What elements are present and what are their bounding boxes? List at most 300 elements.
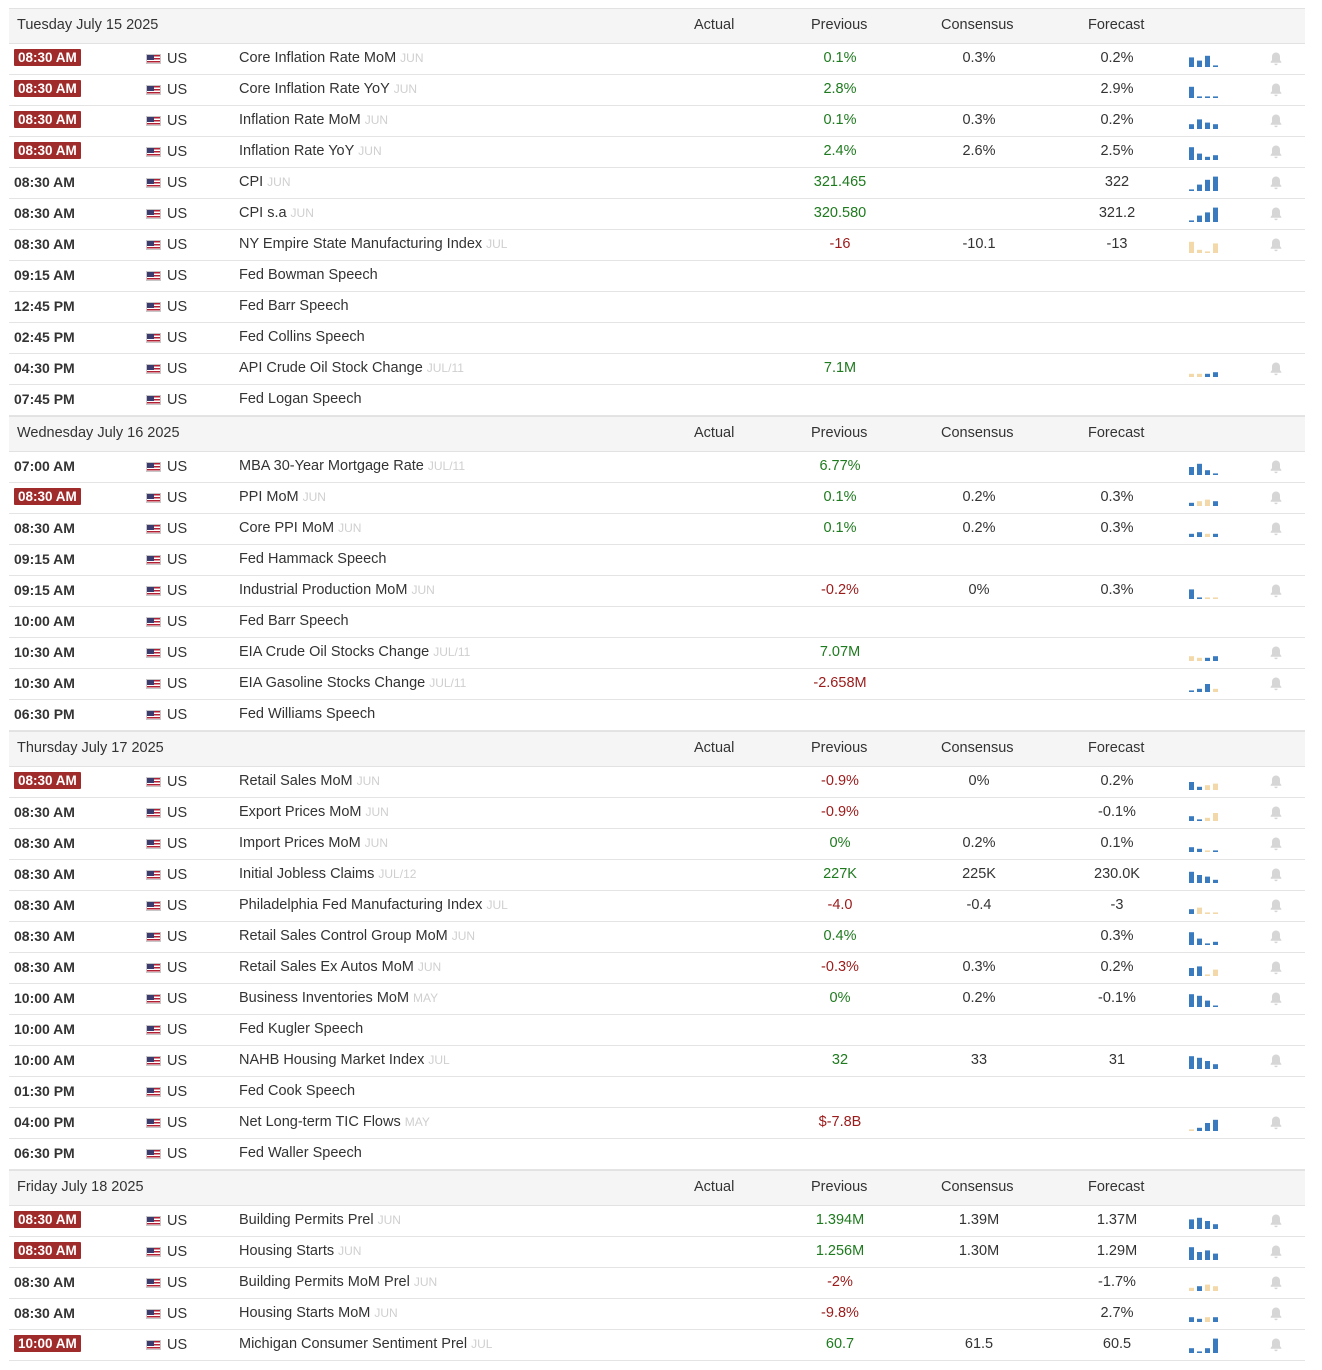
event-name-label[interactable]: NAHB Housing Market Index [239, 1052, 425, 1068]
event-name-label[interactable]: Fed Barr Speech [239, 298, 349, 314]
alert-bell-icon[interactable] [1268, 206, 1284, 222]
event-name-label[interactable]: Fed Bowman Speech [239, 267, 378, 283]
event-reference-period: JUN [364, 113, 389, 127]
sparkline-bar [1205, 1221, 1210, 1229]
event-name-label[interactable]: Fed Waller Speech [239, 1145, 362, 1161]
trend-sparkline[interactable] [1189, 520, 1221, 538]
day-header [9, 416, 1305, 452]
event-row[interactable] [9, 545, 1305, 576]
trend-sparkline[interactable] [1189, 205, 1221, 223]
trend-sparkline[interactable] [1189, 835, 1221, 853]
event-row[interactable] [9, 168, 1305, 199]
sparkline-bar [1189, 87, 1194, 98]
sparkline-bar [1197, 1218, 1202, 1229]
event-time: 08:30 AM [14, 520, 75, 536]
sparkline-bar [1205, 56, 1210, 67]
event-name[interactable] [239, 866, 416, 882]
event-row[interactable] [9, 607, 1305, 638]
trend-sparkline[interactable] [1189, 866, 1221, 884]
sparkline-bar [1189, 589, 1194, 599]
event-name[interactable] [239, 1145, 362, 1161]
country-code: US [167, 645, 188, 661]
event-row[interactable] [9, 767, 1305, 798]
event-row[interactable] [9, 199, 1305, 230]
event-reference-period: JUN [393, 82, 418, 96]
event-name-label[interactable]: Retail Sales MoM [239, 773, 353, 789]
country-code: US [167, 82, 188, 98]
sparkline-bar [1189, 656, 1194, 661]
trend-sparkline[interactable] [1189, 1114, 1221, 1132]
event-name[interactable] [239, 1243, 361, 1259]
previous-value: 0.1% [823, 112, 857, 128]
trend-sparkline[interactable] [1189, 928, 1221, 946]
event-row[interactable] [9, 1139, 1305, 1170]
event-name[interactable] [239, 360, 464, 376]
consensus-value: -0.4 [966, 897, 992, 913]
event-name-label[interactable]: Michigan Consumer Sentiment Prel [239, 1336, 468, 1352]
us-flag-icon [146, 1025, 161, 1035]
previous-value: -16 [829, 236, 851, 252]
forecast-value: 0.3% [1100, 928, 1134, 944]
event-name[interactable] [239, 959, 441, 975]
sparkline-bar [1189, 189, 1194, 191]
column-header-previous: Previous [811, 17, 868, 33]
consensus-value: 33 [970, 1052, 988, 1068]
event-name-label[interactable]: Fed Williams Speech [239, 706, 376, 722]
country-code: US [167, 268, 188, 284]
event-row[interactable] [9, 323, 1305, 354]
event-time: 10:00 AM [14, 1052, 75, 1068]
event-row[interactable] [9, 1237, 1305, 1268]
consensus-value: 0.2% [962, 835, 996, 851]
sparkline-bar [1205, 96, 1210, 98]
event-name-label[interactable]: PPI MoM [239, 489, 299, 505]
event-name-label[interactable]: Core Inflation Rate MoM [239, 50, 397, 66]
event-name[interactable] [239, 551, 386, 567]
sparkline-bar [1197, 96, 1202, 98]
event-row[interactable] [9, 452, 1305, 483]
event-name-label[interactable]: CPI [239, 174, 264, 190]
trend-sparkline[interactable] [1189, 236, 1221, 254]
alert-bell-icon[interactable] [1268, 1115, 1284, 1131]
event-name[interactable] [239, 613, 349, 629]
event-time: 09:15 AM [14, 267, 75, 283]
forecast-value: 0.2% [1100, 773, 1134, 789]
previous-value: -0.9% [821, 804, 859, 820]
event-name-label[interactable]: Fed Hammack Speech [239, 551, 387, 567]
event-name[interactable] [239, 773, 380, 789]
event-name-label[interactable]: Fed Collins Speech [239, 329, 365, 345]
event-name[interactable] [239, 804, 389, 820]
event-name-label[interactable]: Housing Starts [239, 1243, 335, 1259]
event-time: 08:30 AM [14, 236, 75, 252]
event-row[interactable] [9, 984, 1305, 1015]
country-code: US [167, 144, 188, 160]
trend-sparkline[interactable] [1189, 489, 1221, 507]
sparkline-bar [1197, 849, 1202, 852]
event-time: 10:30 AM [14, 675, 75, 691]
event-row[interactable] [9, 1108, 1305, 1139]
country-code: US [167, 113, 188, 129]
us-flag-icon [146, 1087, 161, 1097]
event-name-label[interactable]: Inflation Rate YoY [239, 143, 355, 159]
previous-value: -9.8% [821, 1305, 859, 1321]
trend-sparkline[interactable] [1189, 1212, 1221, 1230]
event-reference-period: JUL [486, 898, 508, 912]
us-flag-icon [146, 963, 161, 973]
event-row[interactable] [9, 230, 1305, 261]
alert-bell-icon[interactable] [1268, 175, 1284, 191]
day-header [9, 1170, 1305, 1206]
us-flag-icon [146, 586, 161, 596]
previous-value: -4.0 [827, 897, 853, 913]
event-row[interactable] [9, 829, 1305, 860]
event-reference-period: MAY [404, 1115, 430, 1129]
sparkline-bar [1205, 1250, 1210, 1260]
country-code: US [167, 361, 188, 377]
event-name[interactable] [239, 897, 508, 913]
event-row[interactable] [9, 860, 1305, 891]
event-name[interactable] [239, 391, 362, 407]
alert-bell-icon[interactable] [1268, 490, 1284, 506]
sparkline-bar [1197, 996, 1202, 1007]
alert-bell-icon[interactable] [1268, 1244, 1284, 1260]
event-row[interactable] [9, 798, 1305, 829]
trend-sparkline[interactable] [1189, 1305, 1221, 1323]
event-name[interactable] [239, 1021, 363, 1037]
event-row[interactable] [9, 638, 1305, 669]
event-name[interactable] [239, 1212, 401, 1228]
event-name-label[interactable]: Retail Sales Ex Autos MoM [239, 959, 414, 975]
forecast-value: 230.0K [1094, 866, 1140, 882]
trend-sparkline[interactable] [1189, 1274, 1221, 1292]
country-code: US [167, 898, 188, 914]
trend-sparkline[interactable] [1189, 675, 1221, 693]
sparkline-bar [1189, 534, 1194, 537]
sparkline-bar [1213, 1339, 1218, 1353]
sparkline-bar [1213, 970, 1218, 976]
sparkline-bar [1213, 208, 1218, 222]
country-code: US [167, 175, 188, 191]
event-row[interactable] [9, 1268, 1305, 1299]
alert-bell-icon[interactable] [1268, 82, 1284, 98]
event-name-label[interactable]: Fed Cook Speech [239, 1083, 356, 1099]
event-row[interactable] [9, 1015, 1305, 1046]
us-flag-icon [146, 1309, 161, 1319]
event-row[interactable] [9, 483, 1305, 514]
event-name[interactable] [239, 1083, 355, 1099]
event-row[interactable] [9, 953, 1305, 984]
alert-bell-icon[interactable] [1268, 459, 1284, 475]
column-header-actual: Actual [694, 425, 735, 441]
trend-sparkline[interactable] [1189, 458, 1221, 476]
sparkline-bar [1197, 61, 1202, 67]
event-name[interactable] [239, 835, 388, 851]
event-reference-period: JUL/11 [433, 645, 471, 659]
alert-bell-icon[interactable] [1268, 991, 1284, 1007]
day-date: Tuesday July 15 2025 [17, 17, 159, 33]
sparkline-bar [1205, 500, 1210, 506]
alert-bell-icon[interactable] [1268, 1337, 1284, 1353]
event-name[interactable] [239, 174, 291, 190]
event-time: 08:30 AM [14, 959, 75, 975]
previous-value: 0% [829, 835, 851, 851]
sparkline-bar [1197, 819, 1202, 821]
sparkline-bar [1197, 966, 1202, 976]
event-name-label[interactable]: Import Prices MoM [239, 835, 361, 851]
sparkline-bar [1213, 942, 1218, 945]
alert-bell-icon[interactable] [1268, 898, 1284, 914]
event-time-highlighted: 08:30 AM [14, 1211, 81, 1228]
alert-bell-icon[interactable] [1268, 113, 1284, 129]
event-name-label[interactable]: Export Prices MoM [239, 804, 362, 820]
trend-sparkline[interactable] [1189, 50, 1221, 68]
alert-bell-icon[interactable] [1268, 1306, 1284, 1322]
country-code: US [167, 836, 188, 852]
sparkline-bar [1205, 785, 1210, 790]
event-name-label[interactable]: CPI s.a [239, 205, 287, 221]
event-name[interactable] [239, 205, 314, 221]
alert-bell-icon[interactable] [1268, 144, 1284, 160]
event-row[interactable] [9, 891, 1305, 922]
event-name[interactable] [239, 298, 349, 314]
sparkline-bar [1205, 684, 1210, 692]
trend-sparkline[interactable] [1189, 143, 1221, 161]
alert-bell-icon[interactable] [1268, 805, 1284, 821]
event-name-label[interactable]: Retail Sales Control Group MoM [239, 928, 448, 944]
country-code: US [167, 1115, 188, 1131]
sparkline-bar [1213, 912, 1218, 914]
column-header-forecast: Forecast [1088, 17, 1145, 33]
previous-value: 0.4% [823, 928, 857, 944]
previous-value: -0.3% [821, 959, 859, 975]
event-name-label[interactable]: Industrial Production MoM [239, 582, 408, 598]
trend-sparkline[interactable] [1189, 1336, 1221, 1354]
alert-bell-icon[interactable] [1268, 960, 1284, 976]
country-code: US [167, 614, 188, 630]
country-code: US [167, 583, 188, 599]
event-row[interactable] [9, 1077, 1305, 1108]
alert-bell-icon[interactable] [1268, 361, 1284, 377]
column-header-previous: Previous [811, 425, 868, 441]
trend-sparkline[interactable] [1189, 990, 1221, 1008]
event-name-label[interactable]: NY Empire State Manufacturing Index [239, 236, 483, 252]
event-row[interactable] [9, 75, 1305, 106]
alert-bell-icon[interactable] [1268, 774, 1284, 790]
event-name[interactable] [239, 458, 465, 474]
event-reference-period: JUL/11 [426, 361, 464, 375]
previous-value: 6.77% [819, 458, 861, 474]
event-row[interactable] [9, 106, 1305, 137]
event-row[interactable] [9, 1206, 1305, 1237]
event-name[interactable] [239, 675, 466, 691]
event-name-label[interactable]: Building Permits Prel [239, 1212, 374, 1228]
country-code: US [167, 805, 188, 821]
alert-bell-icon[interactable] [1268, 836, 1284, 852]
event-reference-period: JUN [364, 836, 389, 850]
event-name-label[interactable]: EIA Crude Oil Stocks Change [239, 644, 430, 660]
alert-bell-icon[interactable] [1268, 51, 1284, 67]
event-row[interactable] [9, 354, 1305, 385]
alert-bell-icon[interactable] [1268, 1053, 1284, 1069]
trend-sparkline[interactable] [1189, 112, 1221, 130]
event-name[interactable] [239, 706, 375, 722]
sparkline-bar [1205, 251, 1210, 253]
sparkline-bar [1189, 147, 1194, 160]
consensus-value: -10.1 [962, 236, 996, 252]
forecast-value: 2.5% [1100, 143, 1134, 159]
trend-sparkline[interactable] [1189, 897, 1221, 915]
event-name[interactable] [239, 644, 470, 660]
us-flag-icon [146, 679, 161, 689]
trend-sparkline[interactable] [1189, 644, 1221, 662]
sparkline-bar [1197, 1351, 1202, 1353]
us-flag-icon [146, 116, 161, 126]
event-name-label[interactable]: Fed Barr Speech [239, 613, 349, 629]
event-name-label[interactable]: Inflation Rate MoM [239, 112, 361, 128]
sparkline-bar [1213, 473, 1218, 475]
event-name[interactable] [239, 143, 382, 159]
alert-bell-icon[interactable] [1268, 867, 1284, 883]
event-row[interactable] [9, 1330, 1305, 1361]
event-time: 06:30 PM [14, 1145, 75, 1161]
event-name[interactable] [239, 50, 424, 66]
alert-bell-icon[interactable] [1268, 676, 1284, 692]
event-time: 08:30 AM [14, 1274, 75, 1290]
previous-value: -0.2% [821, 582, 859, 598]
event-name-label[interactable]: Core Inflation Rate YoY [239, 81, 390, 97]
event-row[interactable] [9, 292, 1305, 323]
consensus-value: 0.3% [962, 50, 996, 66]
country-code: US [167, 676, 188, 692]
event-name-label[interactable]: Housing Starts MoM [239, 1305, 371, 1321]
alert-bell-icon[interactable] [1268, 1275, 1284, 1291]
event-reference-period: JUN [338, 1244, 362, 1258]
event-row[interactable] [9, 514, 1305, 545]
event-name[interactable] [239, 267, 378, 283]
country-code: US [167, 392, 188, 408]
event-row[interactable] [9, 44, 1305, 75]
country-code: US [167, 991, 188, 1007]
event-name-label[interactable]: Initial Jobless Claims [239, 866, 375, 882]
event-name[interactable] [239, 928, 475, 944]
country-code: US [167, 1337, 188, 1353]
sparkline-bar [1197, 597, 1202, 599]
event-row[interactable] [9, 669, 1305, 700]
previous-value: 227K [823, 866, 857, 882]
event-name-label[interactable]: Fed Kugler Speech [239, 1021, 364, 1037]
event-reference-period: JUN [417, 960, 442, 974]
event-row[interactable] [9, 922, 1305, 953]
event-name-label[interactable]: Core PPI MoM [239, 520, 335, 536]
event-row[interactable] [9, 700, 1305, 731]
country-code: US [167, 552, 188, 568]
event-name[interactable] [239, 329, 365, 345]
column-header-consensus: Consensus [941, 740, 1014, 756]
sparkline-bar [1197, 501, 1202, 506]
event-name[interactable] [239, 990, 438, 1006]
trend-sparkline[interactable] [1189, 360, 1221, 378]
column-header-forecast: Forecast [1088, 1179, 1145, 1195]
event-name[interactable] [239, 1274, 437, 1290]
alert-bell-icon[interactable] [1268, 583, 1284, 599]
event-row[interactable] [9, 137, 1305, 168]
event-name-label[interactable]: Building Permits MoM Prel [239, 1274, 410, 1290]
event-name-label[interactable]: EIA Gasoline Stocks Change [239, 675, 426, 691]
us-flag-icon [146, 240, 161, 250]
event-name[interactable] [239, 489, 326, 505]
event-row[interactable] [9, 1046, 1305, 1077]
event-time: 12:45 PM [14, 298, 75, 314]
event-row[interactable] [9, 576, 1305, 607]
alert-bell-icon[interactable] [1268, 645, 1284, 661]
us-flag-icon [146, 1056, 161, 1066]
sparkline-bar [1197, 119, 1202, 129]
trend-sparkline[interactable] [1189, 1052, 1221, 1070]
event-name[interactable] [239, 236, 507, 252]
event-name[interactable] [239, 1305, 398, 1321]
event-row[interactable] [9, 385, 1305, 416]
event-name[interactable] [239, 112, 388, 128]
country-code: US [167, 960, 188, 976]
alert-bell-icon[interactable] [1268, 237, 1284, 253]
alert-bell-icon[interactable] [1268, 1213, 1284, 1229]
alert-bell-icon[interactable] [1268, 521, 1284, 537]
us-flag-icon [146, 839, 161, 849]
trend-sparkline[interactable] [1189, 773, 1221, 791]
alert-bell-icon[interactable] [1268, 929, 1284, 945]
event-name-label[interactable]: API Crude Oil Stock Change [239, 360, 423, 376]
us-flag-icon [146, 1149, 161, 1159]
trend-sparkline[interactable] [1189, 959, 1221, 977]
trend-sparkline[interactable] [1189, 582, 1221, 600]
event-name-label[interactable]: MBA 30-Year Mortgage Rate [239, 458, 424, 474]
event-name[interactable] [239, 520, 361, 536]
trend-sparkline[interactable] [1189, 174, 1221, 192]
sparkline-bar [1213, 1224, 1218, 1229]
forecast-value: 0.3% [1100, 582, 1134, 598]
trend-sparkline[interactable] [1189, 81, 1221, 99]
event-reference-period: JUL [428, 1053, 450, 1067]
event-name[interactable] [239, 81, 417, 97]
event-name[interactable] [239, 582, 435, 598]
event-name[interactable] [239, 1052, 450, 1068]
sparkline-bar [1213, 689, 1218, 692]
event-name-label[interactable]: Philadelphia Fed Manufacturing Index [239, 897, 483, 913]
event-name-label[interactable]: Net Long-term TIC Flows [239, 1114, 401, 1130]
trend-sparkline[interactable] [1189, 1243, 1221, 1261]
forecast-value: 322 [1104, 174, 1130, 190]
forecast-value: 1.37M [1096, 1212, 1138, 1228]
sparkline-bar [1205, 818, 1210, 821]
country-code: US [167, 1022, 188, 1038]
event-row[interactable] [9, 1299, 1305, 1330]
consensus-value: 2.6% [962, 143, 996, 159]
event-time: 08:30 AM [14, 174, 75, 190]
event-time: 07:00 AM [14, 458, 75, 474]
event-reference-period: JUL/12 [378, 867, 417, 881]
sparkline-bar [1213, 177, 1218, 191]
trend-sparkline[interactable] [1189, 804, 1221, 822]
sparkline-bar [1189, 909, 1194, 914]
event-row[interactable] [9, 261, 1305, 292]
event-name[interactable] [239, 1336, 492, 1352]
us-flag-icon [146, 54, 161, 64]
event-name-label[interactable]: Business Inventories MoM [239, 990, 410, 1006]
column-header-forecast: Forecast [1088, 740, 1145, 756]
event-name-label[interactable]: Fed Logan Speech [239, 391, 362, 407]
event-name[interactable] [239, 1114, 430, 1130]
